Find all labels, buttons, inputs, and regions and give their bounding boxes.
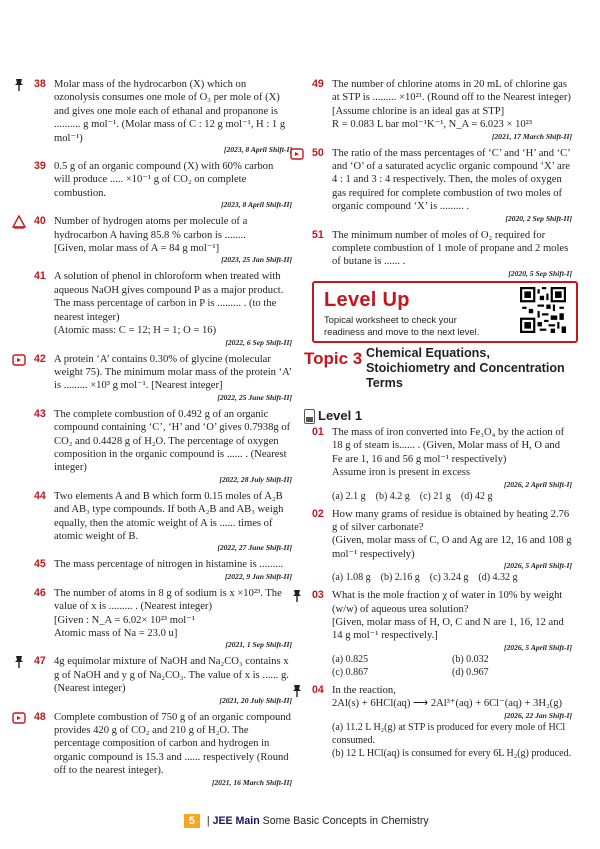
warning-icon <box>12 215 26 229</box>
level-label: Level 1 <box>318 408 363 423</box>
pin-icon <box>290 684 304 698</box>
level-up-banner[interactable] <box>312 281 578 343</box>
left-column <box>34 78 294 793</box>
question-body <box>54 353 292 403</box>
question-text: [Given, molar mass of A = 84 g mol⁻¹] <box>54 243 220 255</box>
question-item <box>312 147 574 224</box>
question-text: Complete combustion of 750 g of an organic compound provides 420 g of CO₂ and 210 g of H₂O. The percentage composition of carbon and hydrogen in organic compound is 15.3 and ...... respectively (Round off to the nearest integer). <box>54 711 291 777</box>
question-text: A solution of phenol in chloroform when treated with aqueous NaOH gives compound P as a major product. The mass percentage of carbon in P is ......... . (to the nearest integer) <box>54 271 284 323</box>
question-number: 38 <box>34 78 46 90</box>
question-text: Assume iron is present in excess <box>332 467 470 479</box>
battery-icon <box>304 409 315 424</box>
level-up-title: Level Up <box>324 289 410 311</box>
question-number: 40 <box>34 215 46 228</box>
question-item <box>312 589 574 679</box>
pin-icon <box>12 78 26 92</box>
question-item <box>34 215 294 265</box>
question-number: 04 <box>312 683 324 696</box>
question-item <box>312 229 574 279</box>
footer-subject: Some Basic Concepts in Chemistry <box>262 815 429 827</box>
question-text: Number of hydrogen atoms per molecule of a hydrocarbon A having 85.8 % carbon is ........ <box>54 216 248 241</box>
question-text: The minimum number of moles of O₂ required for complete combustion of 1 mole of propane and 2 moles of butane is ...... . <box>332 229 569 268</box>
exam-reference: [2020, 5 Sep Shift-I] <box>508 268 572 278</box>
answer-options <box>332 490 572 503</box>
question-number: 41 <box>34 270 46 283</box>
answer-option[interactable]: (a) 0.825 <box>332 653 369 665</box>
question-body <box>54 558 292 581</box>
question-text: The ratio of the mass percentages of ‘C’ and ‘H’ and ‘C’ and ‘O’ of a saturated acyclic organic compound ‘X’ are 4 : 1 and 3 : 4 respectively. Then, the moles of oxygen gas required for complete combustion of two moles of organic compound ‘X’ is ......... . <box>332 147 570 213</box>
question-number: 43 <box>34 407 46 420</box>
level-questions <box>312 426 574 765</box>
qr-code-icon[interactable] <box>520 287 566 333</box>
footer-separator: | <box>206 815 213 827</box>
question-item <box>34 270 294 347</box>
question-number: 48 <box>34 710 46 723</box>
answer-option[interactable]: (b) 4.2 g <box>375 490 410 502</box>
question-item <box>34 490 294 554</box>
answer-option[interactable]: (d) 42 g <box>460 490 493 502</box>
question-item <box>34 558 294 581</box>
exam-reference: [2023, 8 April Shift-II] <box>220 200 292 210</box>
question-item <box>34 353 294 403</box>
level-up-text: Topical worksheet to check your readiness and move to the next level. <box>324 314 480 337</box>
question-number: 01 <box>312 426 324 438</box>
question-number: 50 <box>312 146 324 159</box>
video-icon[interactable] <box>12 711 26 725</box>
question-body <box>54 160 292 210</box>
question-number: 39 <box>34 160 46 173</box>
question-number: 02 <box>312 507 324 520</box>
exam-reference: [2022, 28 July Shift-II] <box>219 474 292 484</box>
question-text: R = 0.083 L bar mol⁻¹K⁻¹, N_A = 6.023 × 10²³ <box>332 119 533 131</box>
question-text: [Given, molar mass of H, O, C and N are 1, 16, 12 and 14 g mol⁻¹ respectively.] <box>332 617 564 642</box>
question-text: What is the mole fraction χ of water in 10% by weight (w/w) of aqueous urea solution? <box>332 590 563 615</box>
answer-option[interactable]: (c) 3.24 g <box>429 572 469 584</box>
pin-icon <box>12 655 26 669</box>
question-text: The mass of iron converted into Fe₃O₄ by the action of 18 g of steam is...... . (Given, Molar mass of H, O and Fe are 1, 16 and 56 g mol⁻¹ respectively) <box>332 427 565 465</box>
question-body <box>332 589 572 679</box>
question-text: How many grams of residue is obtained by heating 2.76 g of silver carbonate? <box>332 508 570 534</box>
exam-reference: [2021, 17 March Shift-II] <box>491 131 572 141</box>
question-body <box>54 490 292 554</box>
question-body <box>54 655 292 705</box>
question-text: Molar mass of the hydrocarbon (X) which on ozonolysis consumes one mole of O₃ per mole of (X) and gives one mole each of ethanal and propanone is .......... g mol⁻¹. (Molar mass of C : 12 g mol⁻¹, H : 1 g mol⁻¹) <box>54 79 286 144</box>
exam-reference: [2022, 25 June Shift-II] <box>217 392 292 402</box>
video-icon[interactable] <box>12 353 26 367</box>
exam-reference: [2026, 2 April Shift-I] <box>503 479 572 489</box>
answer-options <box>332 571 572 584</box>
question-body <box>332 78 572 142</box>
question-text: A protein ‘A’ contains 0.30% of glycine (molecular weight 75). The minimum molar mass of the protein ‘A’ is ......... ×10³ g mol⁻¹. [Nearest integer] <box>54 353 292 392</box>
question-body <box>332 147 572 224</box>
exam-reference: [2021, 20 July Shift-II] <box>219 695 292 705</box>
exam-reference: [2021, 16 March Shift-II] <box>211 777 292 787</box>
question-text: (Given, molar mass of C, O and Ag are 12, 16 and 108 g mol⁻¹ respectively) <box>332 535 572 560</box>
question-number: 47 <box>34 655 46 668</box>
question-body <box>54 408 292 485</box>
question-item <box>312 78 574 142</box>
question-item <box>312 426 574 503</box>
answer-option[interactable]: (a) 11.2 L H₂(g) at STP is produced for every mole of HCl consumed. <box>332 721 566 746</box>
question-number: 42 <box>34 352 46 365</box>
exam-reference: [2023, 25 Jan Shift-II] <box>221 255 292 265</box>
video-icon[interactable] <box>290 147 304 161</box>
question-text: (Atomic mass: C = 12; H = 1; O = 16) <box>54 325 217 337</box>
answer-option[interactable]: (c) 21 g <box>419 490 451 502</box>
question-text: 0.5 g of an organic compound (X) with 60% carbon will produce ..... ×10⁻¹ g of CO₂ on complete combustion. <box>54 161 274 199</box>
question-body <box>332 229 572 279</box>
question-number: 03 <box>312 589 324 602</box>
answer-option[interactable]: (a) 1.08 g <box>332 572 371 584</box>
question-text: In the reaction, <box>332 684 396 696</box>
question-text: The complete combustion of 0.492 g of an organic compound containing ‘C’, ‘H’ and ‘O’ gives 0.7938g of CO₂ and 0.4428 g of H₂O. The percentage of oxygen composition in the organic compound is ...... . (Nearest integer) <box>54 408 291 474</box>
question-text: The mass percentage of nitrogen in histamine is ......... <box>54 559 284 571</box>
exam-reference: [2026, 5 April Shift-I] <box>503 642 572 652</box>
question-item <box>34 587 294 651</box>
level-heading <box>304 408 362 424</box>
question-body <box>332 426 572 503</box>
question-item <box>312 508 574 585</box>
answer-option[interactable]: (a) 2.1 g <box>332 490 366 502</box>
exam-reference: [2026, 22 Jan Shift-I] <box>504 710 572 720</box>
topic-number: Topic 3 <box>304 349 363 368</box>
question-text: The number of chlorine atoms in 20 mL of chlorine gas at STP is ......... ×10²¹. (Round off to the Nearest integer) <box>332 79 571 104</box>
footer-brand: JEE Main <box>212 815 260 827</box>
question-number: 44 <box>34 489 46 502</box>
question-text: Atomic mass of Na = 23.0 u] <box>54 628 178 639</box>
exam-reference: [2026, 5 April Shift-I] <box>503 561 572 571</box>
question-number: 46 <box>34 586 46 599</box>
question-body <box>54 78 292 155</box>
question-number: 49 <box>312 78 324 90</box>
pin-icon <box>290 589 304 603</box>
question-text: The number of atoms in 8 g of sodium is x ×10²³. The value of x is ......... . (Nearest integer) <box>54 587 282 613</box>
page-number: 5 <box>184 814 200 828</box>
question-item <box>34 655 294 705</box>
question-body <box>332 508 572 585</box>
answer-options <box>332 721 572 760</box>
answer-options <box>332 653 572 679</box>
question-item <box>34 408 294 485</box>
question-text: 2Al(s) + 6HCl(aq) ⟶ 2Al³⁺(aq) + 6Cl⁻(aq) + 3H₂(g) <box>332 698 563 710</box>
answer-option[interactable]: (d) 0.967 <box>452 666 489 678</box>
question-item <box>34 711 294 788</box>
question-text: [Assume chlorine is an ideal gas at STP] <box>332 105 505 117</box>
answer-option[interactable]: (c) 0.867 <box>332 666 369 678</box>
question-body <box>54 587 292 651</box>
right-column <box>312 78 574 284</box>
question-text: [Given : N_A = 6.02× 10²³ mol⁻¹ <box>54 614 195 626</box>
exam-reference: [2020, 2 Sep Shift-II] <box>505 213 572 223</box>
question-body <box>54 711 292 788</box>
question-body <box>54 270 292 347</box>
question-body <box>332 684 572 760</box>
topic-title: Chemical Equations, Stoichiometry and Concentration Terms <box>366 346 565 390</box>
question-number: 45 <box>34 558 46 571</box>
question-body <box>54 215 292 265</box>
exam-reference: [2022, 9 Jan Shift-II] <box>224 571 292 581</box>
answer-option[interactable]: (b) 12 L HCl(aq) is consumed for every 6L H₂(g) produced. <box>332 747 572 759</box>
answer-option[interactable]: (b) 2.16 g <box>380 572 420 584</box>
question-item <box>34 160 294 210</box>
exam-reference: [2022, 27 June Shift-II] <box>217 543 292 553</box>
question-text: 4g equimolar mixture of NaOH and Na₂CO₃ contains x g of NaOH and y g of Na₂CO₃. The value of x is ...... g. (Nearest integer) <box>54 656 289 695</box>
question-item <box>34 78 294 155</box>
exam-reference: [2022, 6 Sep Shift-II] <box>225 337 292 347</box>
page-footer <box>184 814 429 828</box>
exam-reference: [2021, 1 Sep Shift-II] <box>225 640 292 650</box>
answer-option[interactable]: (b) 0.032 <box>452 653 489 665</box>
exam-reference: [2023, 8 April Shift-I] <box>223 145 292 155</box>
question-item <box>312 684 574 760</box>
answer-option[interactable]: (d) 4.32 g <box>478 572 518 584</box>
question-number: 51 <box>312 228 324 241</box>
question-text: Two elements A and B which form 0.15 moles of A₂B and AB₃ type compounds. If both A₂B and AB₃ weigh equally, then the atomic weight of A is ...... times of atomic weight of B. <box>54 490 284 542</box>
